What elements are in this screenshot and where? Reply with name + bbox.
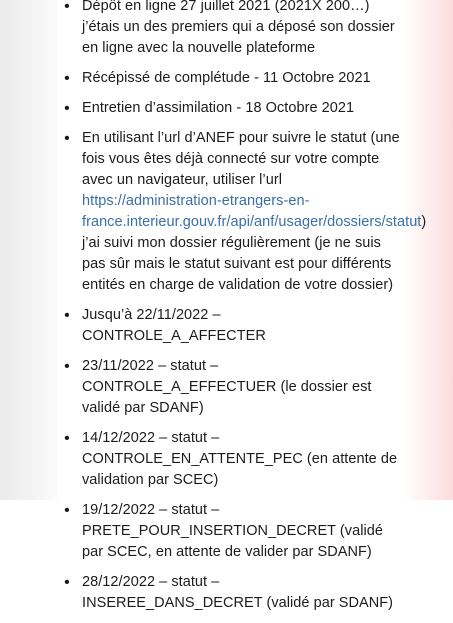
list-item-status-5 <box>0 572 400 614</box>
bullet: • <box>64 358 70 375</box>
anef-status-link[interactable]: https://administration-etrangers-en-france.interieur.gouv.fr/api/anf/usager/dossiers/statut <box>82 193 422 230</box>
item-text: Dépôt en ligne 27 juillet 2021 (2021X 200…) j’étais un des premiers qui a déposé son dossier en ligne avec la nouvelle plateforme <box>82 0 395 56</box>
list-item-status-1 <box>0 305 400 347</box>
item-text-after: ) j’ai suivi mon dossier régulièrement (je ne suis pas sûr mais le statut suivant est pour différents entités en charge de validation de votre dossier) <box>82 214 427 293</box>
list-item-status-4 <box>0 500 400 563</box>
bullet: • <box>64 430 70 447</box>
item-text: 28/12/2022 – statut – INSEREE_DANS_DECRET (validé par SDANF) <box>82 574 394 611</box>
bullet: • <box>64 574 70 591</box>
bullet: • <box>64 100 70 117</box>
bullet: • <box>64 0 70 15</box>
bullet: • <box>64 502 70 519</box>
item-text-before: En utilisant l’url d’ANEF pour suivre le statut (une fois vous êtes déjà connecté sur votre compte avec un navigateur, utiliser l’url <box>82 130 400 188</box>
bullet: • <box>64 70 70 87</box>
item-text: Entretien d’assimilation - 18 Octobre 2021 <box>82 100 355 116</box>
list-item-depot <box>0 0 400 59</box>
bullet: • <box>64 130 70 147</box>
list-item-anef-url <box>0 128 427 296</box>
right-edge-tint <box>403 0 453 500</box>
bullet: • <box>64 307 70 324</box>
list-item-recepisse <box>0 68 400 89</box>
item-text: Récépissé de complétude - 11 Octobre 2021 <box>82 70 371 86</box>
item-text: 19/12/2022 – statut – PRETE_POUR_INSERTION_DECRET (validé par SCEC, en attente de valider par SDANF) <box>82 502 383 560</box>
list-item-entretien <box>0 98 400 119</box>
item-text: 23/11/2022 – statut – CONTROLE_A_EFFECTUER (le dossier est validé par SDANF) <box>82 358 372 416</box>
list-item-status-2 <box>0 356 400 419</box>
list-item-status-3 <box>0 428 400 491</box>
item-text: Jusqu’à 22/11/2022 – CONTROLE_A_AFFECTER <box>82 307 266 344</box>
item-text: 14/12/2022 – statut – CONTROLE_EN_ATTENTE_PEC (en attente de validation par SCEC) <box>82 430 398 488</box>
